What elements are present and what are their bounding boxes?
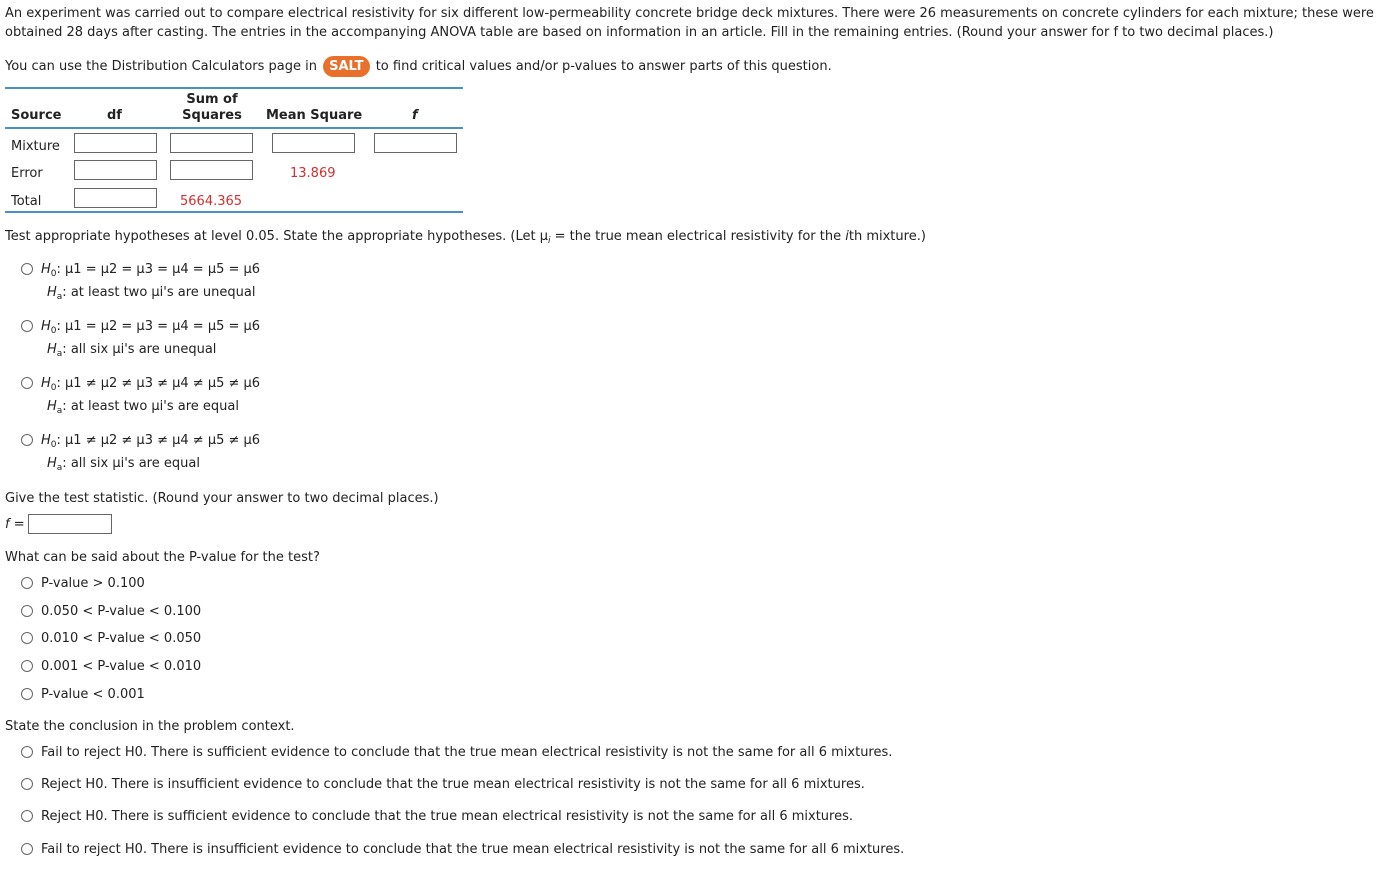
problem-intro: An experiment was carried out to compare electrical resistivity for six different low-permeability concrete bridge deck mixtures. There were 26 measurements on concrete cylinders for each mixture; these were obtained 28 days after casting. The entries in the accompanying ANOVA table are based on information in an article. Fill in the remaining entries. (Round your answer for f to two decimal places.) <box>5 6 1374 40</box>
hypothesis-option-1-radio[interactable] <box>21 263 33 275</box>
mixture-f-input[interactable] <box>374 133 457 153</box>
header-f: f <box>412 108 418 123</box>
pvalue-option-3-label: 0.010 < P-value < 0.050 <box>41 631 202 646</box>
header-ss-line2: Squares <box>182 108 242 123</box>
table-bottom-rule <box>5 211 463 213</box>
salt-line <box>5 56 832 78</box>
row-error-label: Error <box>11 166 43 181</box>
pvalue-option-3-radio[interactable] <box>21 632 33 644</box>
f-statistic-input[interactable] <box>28 514 112 534</box>
hyp-prompt-sub: i <box>547 236 551 246</box>
header-ms: Mean Square <box>266 108 363 123</box>
total-df-input[interactable] <box>74 188 157 208</box>
salt-text-before: You can use the Distribution Calculators page in <box>5 59 317 74</box>
pvalue-option-2-radio[interactable] <box>21 605 33 617</box>
hypothesis-option-4-radio[interactable] <box>21 434 33 446</box>
hyp1-h0-text: μ1 = μ2 = μ3 = μ4 = μ5 = μ6 <box>65 262 261 277</box>
hypothesis-option-3-h0: $H_0$: μ1 ≠ μ2 ≠ μ3 ≠ μ4 ≠ μ5 ≠ μ6 <box>41 376 261 393</box>
mixture-ms-input[interactable] <box>272 133 355 153</box>
hyp-prompt-part3: th mixture.) <box>848 229 926 244</box>
pvalue-option-4-radio[interactable] <box>21 660 33 672</box>
row-mixture-label: Mixture <box>11 139 60 154</box>
conclusion-4-action: Fail to reject H0. <box>41 842 148 857</box>
conclusion-4-text: There is insufficient evidence to conclude that the true mean electrical resistivity is not the same for all 6 mixtures. <box>151 842 905 857</box>
mixture-ss-input[interactable] <box>170 133 253 153</box>
hypothesis-option-2-ha: $H_a$: all six μi's are unequal <box>47 342 217 359</box>
pvalue-option-1-radio[interactable] <box>21 577 33 589</box>
error-df-input[interactable] <box>74 160 157 180</box>
error-ms-value: 13.869 <box>290 166 336 181</box>
header-ss-line1: Sum of <box>186 92 238 107</box>
pvalue-option-5-label: P-value < 0.001 <box>41 687 145 702</box>
hypothesis-option-2-h0: $H_0$: μ1 = μ2 = μ3 = μ4 = μ5 = μ6 <box>41 319 261 336</box>
hyp-prompt-part1: Test appropriate hypotheses at level 0.05. State the appropriate hypotheses. (Let μ <box>5 229 548 244</box>
conclusion-option-3-radio[interactable] <box>21 810 33 822</box>
conclusion-option-2-label <box>41 777 865 792</box>
statistic-prompt: Give the test statistic. (Round your answer to two decimal places.) <box>5 491 439 506</box>
conclusion-3-text: There is sufficient evidence to conclude that the true mean electrical resistivity is not the same for all 6 mixtures. <box>111 809 854 824</box>
hyp3-h0-text: μ1 ≠ μ2 ≠ μ3 ≠ μ4 ≠ μ5 ≠ μ6 <box>65 376 261 391</box>
conclusion-option-1-radio[interactable] <box>21 746 33 758</box>
hypothesis-option-2-radio[interactable] <box>21 320 33 332</box>
hypotheses-prompt <box>5 229 926 244</box>
header-source: Source <box>11 108 62 123</box>
salt-text-after: to find critical values and/or p-values to answer parts of this question. <box>375 59 832 74</box>
mixture-df-input[interactable] <box>74 133 157 153</box>
hypothesis-option-3-ha: $H_a$: at least two μi's are equal <box>47 399 239 416</box>
conclusion-option-2-radio[interactable] <box>21 778 33 790</box>
row-total-label: Total <box>11 194 42 209</box>
hyp1-ha-text: at least two μi's are unequal <box>70 285 256 300</box>
hypothesis-option-3-radio[interactable] <box>21 377 33 389</box>
conclusion-option-4-label <box>41 842 904 857</box>
hyp-prompt-part2: = the true mean electrical resistivity for the <box>550 229 846 244</box>
header-df: df <box>107 108 122 123</box>
salt-button[interactable]: SALT <box>323 56 369 77</box>
pvalue-option-1-label: P-value > 0.100 <box>41 576 145 591</box>
conclusion-1-text: There is sufficient evidence to conclude that the true mean electrical resistivity is not the same for all 6 mixtures. <box>151 745 893 760</box>
hypothesis-option-4-ha: $H_a$: all six μi's are equal <box>47 456 200 473</box>
pvalue-option-2-label: 0.050 < P-value < 0.100 <box>41 604 202 619</box>
conclusion-option-3-label <box>41 809 853 824</box>
conclusion-2-text: There is insufficient evidence to conclude that the true mean electrical resistivity is not the same for all 6 mixtures. <box>111 777 865 792</box>
conclusion-option-4-radio[interactable] <box>21 843 33 855</box>
conclusion-3-action: Reject H0. <box>41 809 108 824</box>
hyp2-ha-text: all six μi's are unequal <box>70 342 217 357</box>
hypothesis-option-1-h0: $H_0$: μ1 = μ2 = μ3 = μ4 = μ5 = μ6 <box>41 262 261 279</box>
conclusion-2-action: Reject H0. <box>41 777 108 792</box>
hyp4-h0-text: μ1 ≠ μ2 ≠ μ3 ≠ μ4 ≠ μ5 ≠ μ6 <box>65 433 261 448</box>
table-top-rule <box>5 87 463 89</box>
conclusion-1-action: Fail to reject H0. <box>41 745 148 760</box>
pvalue-prompt: What can be said about the P-value for the test? <box>5 550 320 565</box>
conclusion-option-1-label <box>41 745 892 760</box>
error-ss-input[interactable] <box>170 160 253 180</box>
hyp4-ha-text: all six μi's are equal <box>70 456 200 471</box>
conclusion-prompt: State the conclusion in the problem context. <box>5 719 295 734</box>
hypothesis-option-1-ha: $H_a$: at least two μi's are unequal <box>47 285 256 302</box>
pvalue-option-4-label: 0.001 < P-value < 0.010 <box>41 659 202 674</box>
hyp-prompt-ith: i <box>845 229 849 244</box>
header-ss <box>182 92 242 124</box>
pvalue-option-5-radio[interactable] <box>21 688 33 700</box>
hyp3-ha-text: at least two μi's are equal <box>70 399 239 414</box>
table-header-rule <box>5 127 463 129</box>
statistic-label: f = <box>5 517 25 532</box>
total-ss-value: 5664.365 <box>180 194 243 209</box>
hyp2-h0-text: μ1 = μ2 = μ3 = μ4 = μ5 = μ6 <box>65 319 261 334</box>
hypothesis-option-4-h0: $H_0$: μ1 ≠ μ2 ≠ μ3 ≠ μ4 ≠ μ5 ≠ μ6 <box>41 433 261 450</box>
